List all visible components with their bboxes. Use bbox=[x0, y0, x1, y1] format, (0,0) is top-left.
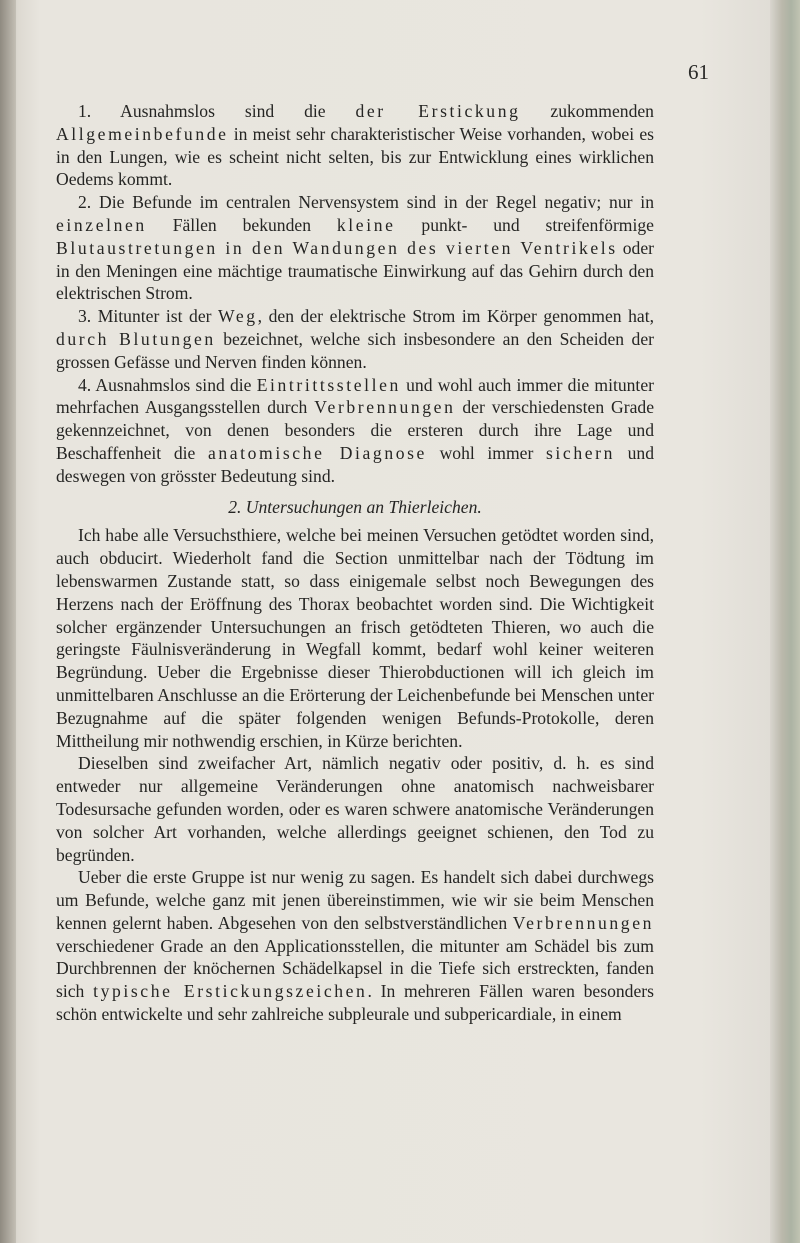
spaced-term: Verbrennungen bbox=[512, 912, 654, 933]
paragraph-7: Ueber die erste Gruppe ist nur wenig zu sagen. Es handelt sich dabei durchwegs um Befunde, welche ganz mit jenen übereinstimmen, wie wir sie beim Menschen kennen gelernt haben. Abgesehen von den selbstverständlichen Verbrennungen verschiedener Grade an den Applicationsstellen, die mitunter am Schädel bis zum Durchbrennen der knöchernen Schädelkapsel in die Tiefe sich erstreckten, fanden sich typische Erstickungszeichen. In mehreren Fällen waren besonders schön entwickelte und sehr zahlreiche subpleurale und subpericardiale, in einem bbox=[56, 867, 654, 1025]
spaced-term: sichern bbox=[545, 442, 615, 463]
spaced-term: Eintrittsstellen bbox=[256, 374, 401, 395]
spaced-term: Verbrennungen bbox=[314, 397, 456, 418]
spaced-term: typische Erstickungszeichen bbox=[93, 981, 368, 1002]
spaced-term: Weg bbox=[218, 306, 258, 327]
spaced-term: kleine bbox=[336, 214, 396, 235]
paragraph-2: 2. Die Befunde im centralen Nervensystem sind in der Regel negativ; nur in einzelnen Fällen bekunden kleine punkt- und streifenförmige Blutaustretungen in den Wandungen des vierten Ventrikels oder in den Meningen eine mächtige traumatische Einwirkung auf das Gehirn durch den elektrischen Strom. bbox=[56, 192, 654, 304]
section-heading: 2. Untersuchungen an Thierleichen. bbox=[228, 496, 482, 517]
page-number: 61 bbox=[688, 60, 709, 84]
spaced-term: Blutaustretungen in den Wandungen des vierten Ventrikels bbox=[56, 237, 618, 258]
paragraph-5: Ich habe alle Versuchsthiere, welche bei meinen Versuchen getödtet worden sind, auch obducirt. Wiederholt fand die Section unmittelbar nach der Tödtung im lebenswarmen Zustande statt, so dass einigemale selbst noch Bewegungen des Herzens nach der Eröffnung des Thorax beobachtet worden sind. Die Wichtigkeit solcher ergänzender Untersuchungen an frisch getödteten Thieren, wo auch die geringste Fäulnisveränderung in Wegfall kommt, bedarf wohl keiner weiteren Begründung. Ueber die Ergebnisse dieser Thierobductionen will ich gleich im unmittelbaren Anschlusse an die Erörterung der Leichenbefunde bei Menschen unter Bezugnahme auf die später folgenden wenigen Befunds-Protokolle, deren Mittheilung mir nothwendig erschien, in Kürze berichten. bbox=[56, 525, 654, 751]
body-text bbox=[56, 100, 654, 1026]
spaced-term: der Erstickung bbox=[355, 101, 521, 121]
spaced-term: durch Blutungen bbox=[56, 328, 216, 349]
spaced-term: anatomische Diagnose bbox=[207, 442, 427, 463]
paragraph-3: 3. Mitunter ist der Weg, den der elektrische Strom im Körper genommen hat, durch Blutungen bezeichnet, welche sich insbesondere an den Scheiden der grossen Gefässe und Nerven finden können. bbox=[56, 306, 654, 372]
paragraph-4: 4. Ausnahmslos sind die Eintrittsstellen und wohl auch immer die mitunter mehrfachen Ausgangsstellen durch Verbrennungen der verschiedensten Grade gekennzeichnet, von denen besonders die ersteren durch ihre Lage und Beschaffenheit die anatomische Diagnose wohl immer sichern und deswegen von grösster Bedeutung sind. bbox=[56, 374, 655, 486]
page-left-shadow bbox=[0, 0, 16, 1243]
paragraph-6: Dieselben sind zweifacher Art, nämlich negativ oder positiv, d. h. es sind entweder nur allgemeine Veränderungen ohne anatomisch nachweisbarer Todesursache gefunden worden, oder es waren schwere anatomische Veränderungen von solcher Art vorhanden, welche allerdings geeignet schienen, den Tod zu begründen. bbox=[56, 753, 654, 865]
spaced-term: einzelnen bbox=[56, 214, 147, 235]
page-right-edge bbox=[770, 0, 800, 1243]
paragraph-1: 1. Ausnahmslos sind die der Erstickung zukommenden Allgemeinbefunde in meist sehr charakteristischer Weise vorhanden, wobei es in den Lungen, wie es scheint nicht selten, bis zur Entwicklung eines wirklichen Oedems kommt. bbox=[56, 101, 654, 190]
spaced-term: Allgemeinbefunde bbox=[56, 123, 229, 144]
